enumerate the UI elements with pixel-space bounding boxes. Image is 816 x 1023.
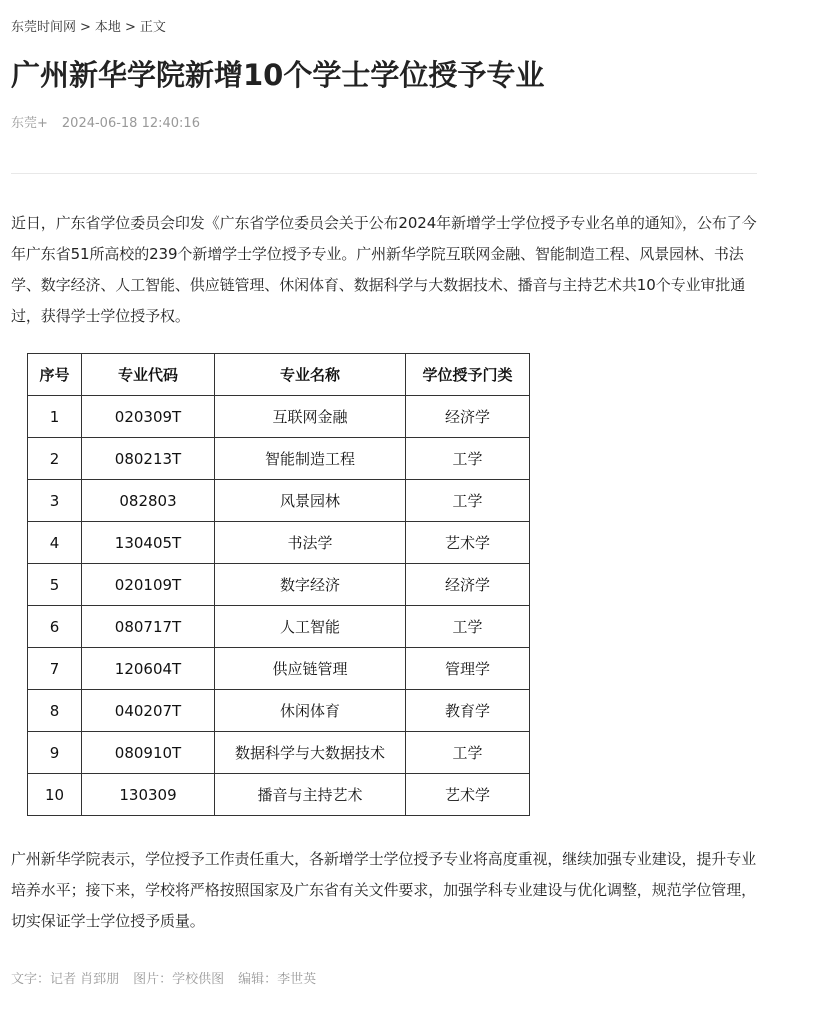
table-cell-code: 120604T <box>82 648 215 690</box>
table-cell-index: 1 <box>28 396 82 438</box>
table-cell-major: 供应链管理 <box>215 648 406 690</box>
table-cell-major: 数字经济 <box>215 564 406 606</box>
table-cell-index: 5 <box>28 564 82 606</box>
table-header-cell: 序号 <box>28 354 82 396</box>
table-cell-code: 130405T <box>82 522 215 564</box>
table-row <box>28 690 530 732</box>
table-cell-major: 智能制造工程 <box>215 438 406 480</box>
table-cell-code: 020309T <box>82 396 215 438</box>
table-cell-major: 书法学 <box>215 522 406 564</box>
table-cell-index: 6 <box>28 606 82 648</box>
table-cell-index: 8 <box>28 690 82 732</box>
table-cell-index: 10 <box>28 774 82 816</box>
table-row <box>28 438 530 480</box>
article-paragraph-intro: 近日，广东省学位委员会印发《广东省学位委员会关于公布2024年新增学士学位授予专业名单的通知》，公布了今年广东省51所高校的239个新增学士学位授予专业。广州新华学院互联网金融、智能制造工程、风景园林、书法学、数字经济、人工智能、供应链管理、休闲体育、数据科学与大数据技术、播音与主持艺术共10个专业审批通过，获得学士学位授予权。 <box>11 214 757 325</box>
article-title: 广州新华学院新增10个学士学位授予专业 <box>11 58 545 92</box>
table-header-cell: 专业名称 <box>215 354 406 396</box>
article-meta <box>11 114 200 134</box>
table-cell-degree: 经济学 <box>406 564 530 606</box>
article-paragraph-closing: 广州新华学院表示，学位授予工作责任重大，各新增学士学位授予专业将高度重视，继续加强专业建设，提升专业培养水平；接下来，学校将严格按照国家及广东省有关文件要求，加强学科专业建设与优化调整，规范学位管理，切实保证学士学位授予质量。 <box>11 850 757 930</box>
table-cell-degree: 艺术学 <box>406 522 530 564</box>
table-cell-major: 风景园林 <box>215 480 406 522</box>
table-header-row <box>28 354 530 396</box>
table-cell-degree: 教育学 <box>406 690 530 732</box>
table-header-cell: 专业代码 <box>82 354 215 396</box>
credit-editor: 编辑：李世英 <box>238 972 317 987</box>
table-row <box>28 522 530 564</box>
article-datetime: 2024-06-18 12:40:16 <box>61 116 200 131</box>
credit-image-source: 图片：学校供图 <box>133 972 225 987</box>
table-cell-degree: 艺术学 <box>406 774 530 816</box>
table-cell-code: 080717T <box>82 606 215 648</box>
table-row <box>28 732 530 774</box>
divider <box>11 173 757 174</box>
table-cell-index: 9 <box>28 732 82 774</box>
table-cell-code: 080213T <box>82 438 215 480</box>
table-cell-degree: 工学 <box>406 732 530 774</box>
table-row <box>28 606 530 648</box>
majors-table <box>27 353 530 816</box>
table-row <box>28 564 530 606</box>
table-cell-code: 130309 <box>82 774 215 816</box>
table-cell-code: 020109T <box>82 564 215 606</box>
table-row <box>28 774 530 816</box>
breadcrumb-current: 正文 <box>139 20 166 35</box>
table-cell-degree: 经济学 <box>406 396 530 438</box>
table-cell-degree: 管理学 <box>406 648 530 690</box>
credit-text-author: 文字：记者 肖郅朋 <box>11 972 120 987</box>
table-cell-index: 2 <box>28 438 82 480</box>
table-cell-degree: 工学 <box>406 438 530 480</box>
table-cell-code: 082803 <box>82 480 215 522</box>
table-cell-major: 休闲体育 <box>215 690 406 732</box>
table-cell-degree: 工学 <box>406 480 530 522</box>
breadcrumb-separator: > <box>80 20 91 35</box>
table-row <box>28 396 530 438</box>
article-credits <box>11 970 316 990</box>
breadcrumb-separator: > <box>124 20 136 35</box>
table-cell-index: 7 <box>28 648 82 690</box>
table-cell-degree: 工学 <box>406 606 530 648</box>
table-cell-code: 040207T <box>82 690 215 732</box>
table-cell-major: 数据科学与大数据技术 <box>215 732 406 774</box>
article-source: 东莞+ <box>11 116 48 131</box>
table-row <box>28 648 530 690</box>
breadcrumb <box>11 18 166 38</box>
table-cell-major: 互联网金融 <box>215 396 406 438</box>
table-cell-major: 人工智能 <box>215 606 406 648</box>
table-row <box>28 480 530 522</box>
table-cell-major: 播音与主持艺术 <box>215 774 406 816</box>
breadcrumb-home-link[interactable]: 东莞时间网 <box>11 20 77 35</box>
table-cell-index: 3 <box>28 480 82 522</box>
breadcrumb-section-link[interactable]: 本地 <box>94 20 121 35</box>
table-cell-code: 080910T <box>82 732 215 774</box>
table-cell-index: 4 <box>28 522 82 564</box>
table-header-cell: 学位授予门类 <box>406 354 530 396</box>
